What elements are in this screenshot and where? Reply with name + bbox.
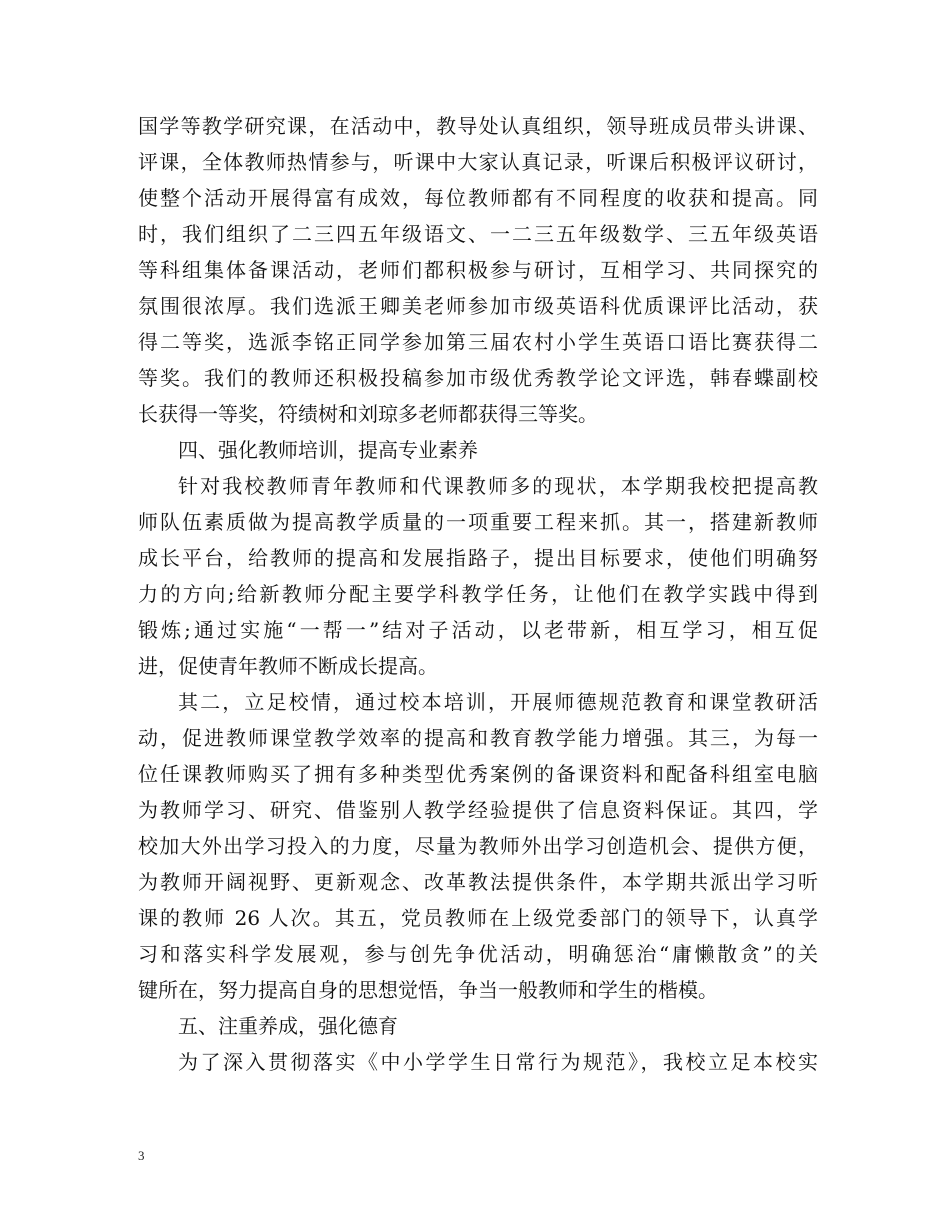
text-line: 针对我校教师青年教师和代课教师多的现状，本学期我校把提高教	[178, 474, 818, 498]
text-line: 成长平台，给教师的提高和发展指路子，提出目标要求，使他们明确努	[138, 546, 818, 570]
text-line: 锻炼;通过实施“一帮一”结对子活动，以老带新，相互学习，相互促	[138, 618, 818, 642]
text-line: 课的教师 26 人次。其五，党员教师在上级党委部门的领导下，认真学	[138, 906, 818, 930]
text-line: 五、注重养成，强化德育	[178, 1014, 398, 1038]
text-line: 得二等奖，选派李铭正同学参加第三届农村小学生英语口语比赛获得二	[138, 330, 818, 354]
text-line: 进，促使青年教师不断成长提高。	[138, 654, 438, 678]
text-line: 为教师开阔视野、更新观念、改革教法提供条件，本学期共派出学习听	[138, 870, 818, 894]
text-line: 长获得一等奖，符绩树和刘琼多老师都获得三等奖。	[138, 402, 598, 426]
text-line: 动，促进教师课堂教学效率的提高和教育教学能力增强。其三，为每一	[138, 726, 818, 750]
text-line: 使整个活动开展得富有成效，每位教师都有不同程度的收获和提高。同	[138, 186, 818, 210]
text-line: 键所在，努力提高自身的思想觉悟，争当一般教师和学生的楷模。	[138, 978, 718, 1002]
text-line: 国学等教学研究课，在活动中，教导处认真组织，领导班成员带头讲课、	[138, 114, 818, 138]
text-line: 为教师学习、研究、借鉴别人教学经验提供了信息资料保证。其四，学	[138, 798, 818, 822]
text-line: 为了深入贯彻落实《中小学学生日常行为规范》，我校立足本校实	[178, 1050, 818, 1074]
text-line: 位任课教师购买了拥有多种类型优秀案例的备课资料和配备科组室电脑	[138, 762, 818, 786]
text-line: 等科组集体备课活动，老师们都积极参与研讨，互相学习、共同探究的	[138, 258, 818, 282]
text-line: 师队伍素质做为提高教学质量的一项重要工程来抓。其一，搭建新教师	[138, 510, 818, 534]
text-line: 时，我们组织了二三四五年级语文、一二三五年级数学、三五年级英语	[138, 222, 818, 246]
text-line: 等奖。我们的教师还积极投稿参加市级优秀教学论文评选，韩春蝶副校	[138, 366, 818, 390]
text-line: 评课，全体教师热情参与，听课中大家认真记录，听课后积极评议研讨，	[138, 150, 818, 174]
document-body	[138, 108, 818, 1080]
text-line: 氛围很浓厚。我们选派王卿美老师参加市级英语科优质课评比活动，获	[138, 294, 818, 318]
text-line: 其二，立足校情，通过校本培训，开展师德规范教育和课堂教研活	[178, 690, 818, 714]
text-line: 力的方向;给新教师分配主要学科教学任务，让他们在教学实践中得到	[138, 582, 818, 606]
text-line: 校加大外出学习投入的力度，尽量为教师外出学习创造机会、提供方便，	[138, 834, 818, 858]
text-line: 习和落实科学发展观，参与创先争优活动，明确惩治“庸懒散贪”的关	[138, 942, 818, 966]
page-number: 3	[138, 1148, 145, 1163]
text-line: 四、强化教师培训，提高专业素养	[178, 438, 478, 462]
